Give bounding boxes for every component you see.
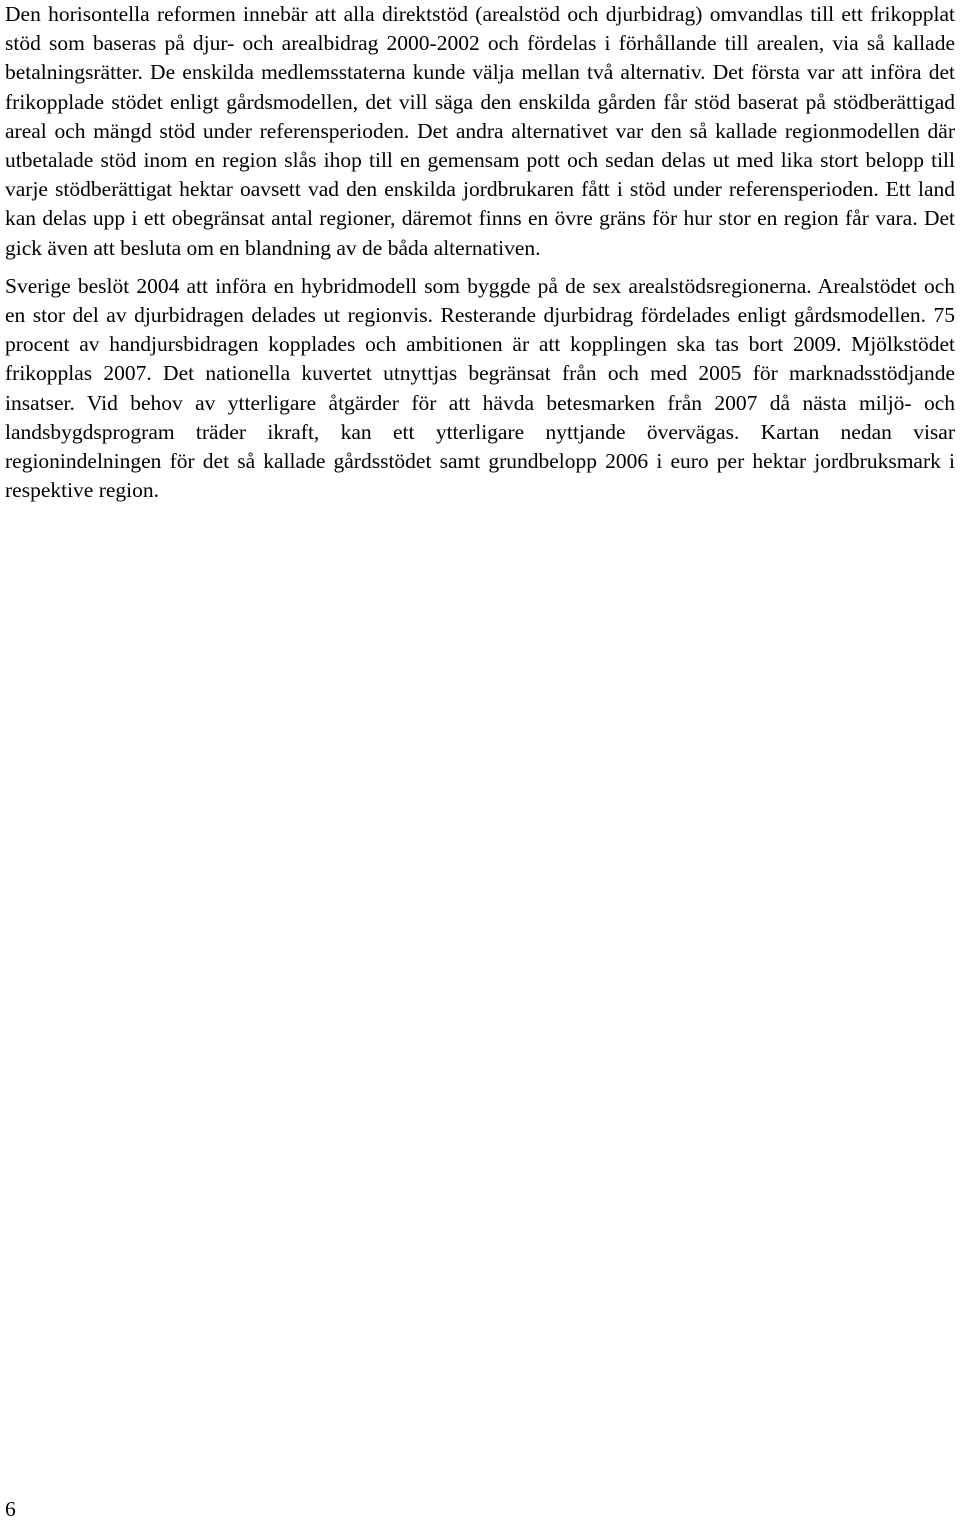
paragraph-sweden-hybrid-model: Sverige beslöt 2004 att införa en hybridmodell som byggde på de sex arealstödsregionerna. Arealstödet och en stor del av djurbidragen delades ut regionvis. Resterande djurbidrag fördelades enligt gårdsmodellen. 75 procent av handjursbidragen kopplades och ambitionen är att kopplingen ska tas bort 2009. Mjölkstödet frikopplas 2007. Det nationella kuvertet utnyttjas begränsat från och med 2005 för marknadsstödjande insatser. Vid behov av ytterligare åtgärder för att hävda betesmarken från 2007 då nästa miljö- och landsbygdsprogram träder ikraft, kan ett ytterligare nyttjande övervägas. Kartan nedan visar regionindelningen för det så kallade gårdsstödet samt grundbelopp 2006 i euro per hektar jordbruksmark i respektive region. <box>5 273 955 503</box>
paragraph-reform-description: Den horisontella reformen innebär att alla direktstöd (arealstöd och djurbidrag) omvandlas till ett frikopplat stöd som baseras på djur- och arealbidrag 2000-2002 och fördelas i förhållande till arealen, via så kallade betalningsrätter. De enskilda medlemsstaterna kunde välja mellan två alternativ. Det första var att införa det frikopplade stödet enligt gårdsmodellen, det vill säga den enskilda gården får stöd baserat på stödberättigad areal och mängd stöd under referensperioden. Det andra alternativet var den så kallade regionmodellen där utbetalade stöd inom en region slås ihop till en gemensam pott och sedan delas ut med lika stort belopp till varje stödberättigat hektar oavsett vad den enskilda jordbrukaren fått i stöd under referensperioden. Ett land kan delas upp i ett obegränsat antal regioner, däremot finns en övre gräns för hur stor en region får vara. Det gick även att besluta om en blandning av de båda alternativen. <box>5 2 955 260</box>
document-page <box>5 0 955 505</box>
page-number: 6 <box>5 1497 16 1521</box>
